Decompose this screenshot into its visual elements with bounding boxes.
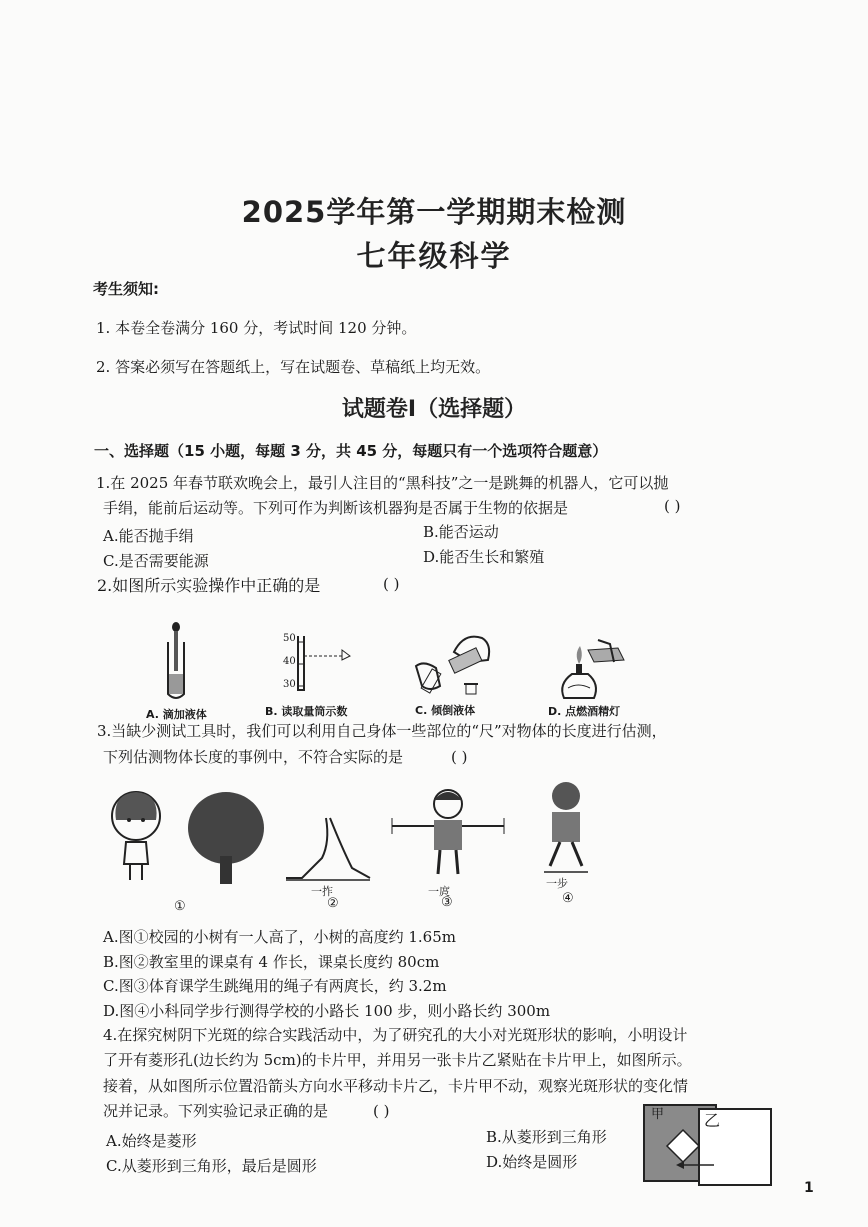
exam-title: 2025学年第一学期期末检测: [241, 195, 627, 229]
arrow-left-icon: [676, 1160, 716, 1170]
q4-answer-bracket: ( ): [373, 1102, 390, 1120]
notice-item-2: 2. 答案必须写在答题纸上，写在试题卷、草稿纸上均无效。: [96, 358, 491, 376]
q1-option-c: C.是否需要能源: [103, 552, 209, 570]
q1-option-a: A.能否抛手绢: [103, 527, 194, 545]
section-heading: 试题卷I（选择题）: [341, 397, 527, 422]
q4-option-a: A.始终是菱形: [106, 1132, 197, 1150]
figure-number-2: ②: [327, 896, 339, 911]
step-label: 一步: [546, 877, 568, 890]
figure-number-3: ③: [441, 895, 453, 910]
span-label: 一拃: [311, 885, 333, 898]
q1-option-b: B.能否运动: [423, 523, 499, 541]
girl-and-tree-figure: [108, 790, 268, 890]
q3-option-a: A.图①校园的小树有一人高了，小树的高度约 1.65m: [103, 928, 456, 946]
q2-caption-a: A. 滴加液体: [146, 708, 207, 721]
notice-item-1: 1. 本卷全卷满分 160 分，考试时间 120 分钟。: [96, 319, 417, 337]
q1-answer-bracket: ( ): [664, 497, 681, 515]
q2-caption-b: B. 读取量筒示数: [265, 705, 348, 718]
q1-stem-line2: 手绢，能前后运动等。下列可作为判断该机器狗是否属于生物的依据是: [103, 499, 569, 517]
q3-answer-bracket: ( ): [451, 748, 468, 766]
alcohol-lamp-figure: [554, 636, 634, 700]
arm-span-label: 一庹: [428, 885, 450, 898]
q3-option-c: C.图③体育课学生跳绳用的绳子有两庹长，约 3.2m: [103, 977, 447, 995]
card-jia-label: 甲: [651, 1107, 665, 1122]
card-yi-label: 乙: [704, 1111, 721, 1130]
q3-option-b: B.图②教室里的课桌有 4 作长，课桌长度约 80cm: [103, 953, 440, 971]
part-heading: 一、选择题（15 小题，每题 3 分，共 45 分，每题只有一个选项符合题意）: [94, 442, 608, 460]
exam-subject: 七年级科学: [356, 239, 512, 273]
notice-heading: 考生须知:: [93, 280, 159, 298]
q4-stem-line4: 况并记录。下列实验记录正确的是: [103, 1102, 329, 1120]
scale-label-40: 40: [283, 656, 296, 667]
q2-caption-d: D. 点燃酒精灯: [548, 705, 621, 718]
q3-option-d: D.图④小科同学步行测得学校的小路长 100 步，则小路长约 300m: [103, 1002, 551, 1020]
scale-label-50: 50: [283, 633, 296, 644]
dropper-test-tube-figure: [158, 622, 198, 704]
q4-option-c: C.从菱形到三角形，最后是圆形: [106, 1157, 317, 1175]
page-number: 1: [804, 1180, 814, 1196]
hand-span-figure: [282, 818, 378, 882]
q4-option-b: B.从菱形到三角形: [486, 1128, 607, 1146]
q4-stem-line3: 接着，从如图所示位置沿箭头方向水平移动卡片乙，卡片甲不动，观察光斑形状的变化情: [103, 1077, 689, 1095]
scale-label-30: 30: [283, 679, 296, 690]
q3-stem-line1: 3.当缺少测试工具时，我们可以利用自己身体一些部位的“尺”对物体的长度进行估测，: [97, 722, 667, 740]
arm-span-figure: [388, 788, 508, 884]
q3-stem-line2: 下列估测物体长度的事例中，不符合实际的是: [103, 748, 404, 766]
q1-stem-line1: 1.在 2025 年春节联欢晚会上，最引人注目的“黑科技”之一是跳舞的机器人，它可以抛: [96, 474, 669, 492]
q4-stem-line1: 4.在探究树阴下光斑的综合实践活动中，为了研究孔的大小对光斑形状的影响，小明设计: [103, 1026, 688, 1044]
q2-answer-bracket: ( ): [383, 575, 400, 593]
walking-step-figure: [530, 780, 602, 876]
figure-number-4: ④: [562, 891, 574, 906]
q4-stem-line2: 了开有菱形孔(边长约为 5cm)的卡片甲，并用另一张卡片乙紧贴在卡片甲上，如图所示。: [103, 1051, 692, 1069]
q4-option-d: D.始终是圆形: [486, 1153, 578, 1171]
pouring-liquid-figure: [406, 626, 498, 698]
q2-stem: 2.如图所示实验操作中正确的是: [97, 576, 321, 595]
q2-caption-c: C. 倾倒液体: [415, 704, 476, 717]
figure-number-1: ①: [174, 899, 186, 914]
q1-option-d: D.能否生长和繁殖: [423, 548, 545, 566]
